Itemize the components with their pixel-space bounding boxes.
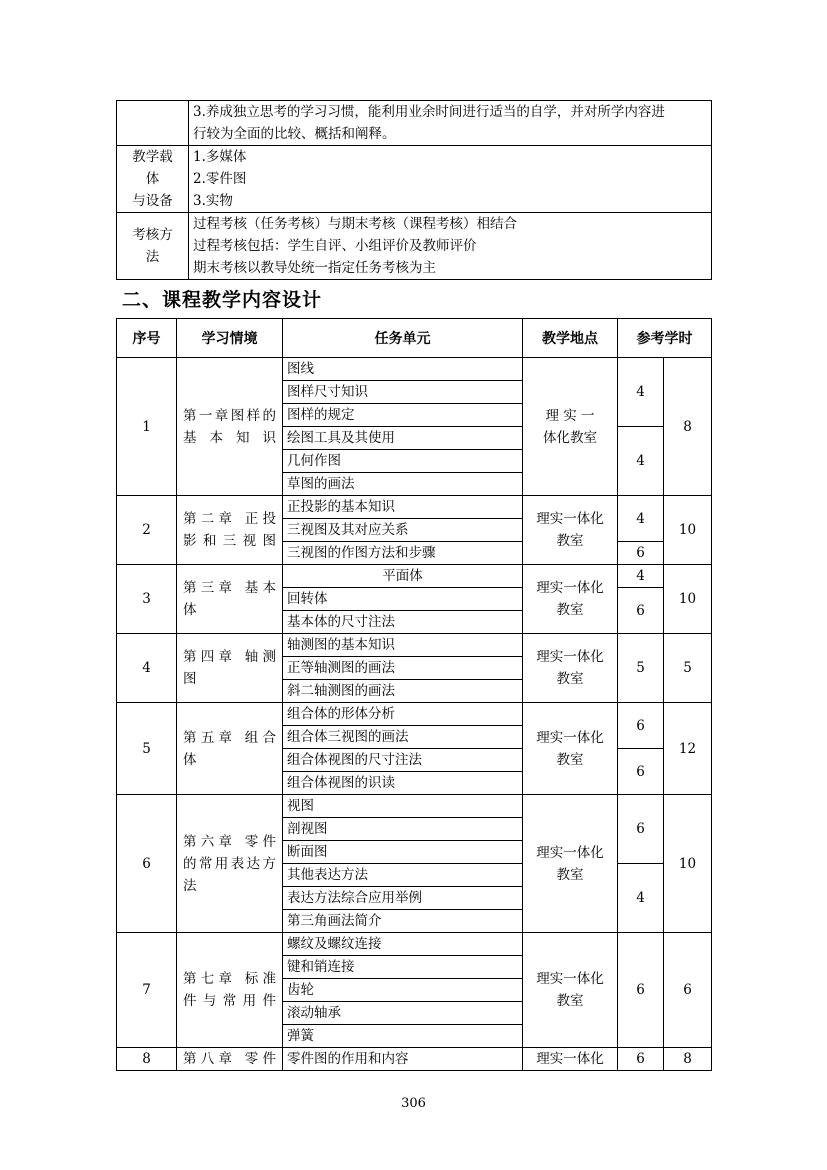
row-number: 4 xyxy=(117,634,177,703)
label-line: 教学载 xyxy=(132,149,173,165)
task-cell: 斜二轴测图的画法 xyxy=(283,680,523,703)
task-cell: 回转体 xyxy=(283,588,523,611)
top-info-table xyxy=(116,100,712,280)
table-row xyxy=(117,496,712,519)
header-hours: 参考学时 xyxy=(618,319,712,358)
location-line: 体化教室 xyxy=(543,429,597,446)
chapter-line: 图 xyxy=(183,671,197,687)
table-row xyxy=(117,146,712,213)
table-row xyxy=(117,634,712,657)
task-cell: 图线 xyxy=(283,358,523,381)
task-cell: 组合体的形体分析 xyxy=(283,703,523,726)
empty-label-cell xyxy=(117,101,189,146)
task-cell: 正等轴测图的画法 xyxy=(283,657,523,680)
hours-cell: 4 xyxy=(618,565,664,588)
table-row xyxy=(117,1048,712,1071)
hours-cell: 6 xyxy=(618,703,664,749)
total-hours-cell: 8 xyxy=(664,358,712,496)
table-header-row xyxy=(117,319,712,358)
row-number: 7 xyxy=(117,933,177,1048)
location-cell xyxy=(523,795,618,933)
row-number: 8 xyxy=(117,1048,177,1071)
task-cell: 基本体的尺寸注法 xyxy=(283,611,523,634)
total-hours-cell: 5 xyxy=(664,634,712,703)
hours-cell: 6 xyxy=(618,1048,664,1071)
task-cell: 键和销连接 xyxy=(283,956,523,979)
task-cell: 剖视图 xyxy=(283,818,523,841)
chapter-cell xyxy=(177,1048,283,1071)
task-cell: 滚动轴承 xyxy=(283,1002,523,1025)
location-line: 教室 xyxy=(556,993,584,1009)
task-cell: 图样的规定 xyxy=(283,404,523,427)
task-cell: 轴测图的基本知识 xyxy=(283,634,523,657)
location-line: 理实一体化 xyxy=(536,971,604,987)
header-location: 教学地点 xyxy=(523,319,618,358)
location-line: 教室 xyxy=(556,533,584,549)
total-hours-cell: 12 xyxy=(664,703,712,795)
location-cell xyxy=(523,634,618,703)
text-line: 行较为全面的比较、概括和阐释。 xyxy=(193,126,396,142)
location-line: 理实一体化 xyxy=(536,729,604,746)
row-number: 6 xyxy=(117,795,177,933)
location-line: 教室 xyxy=(556,866,584,883)
row-number: 1 xyxy=(117,358,177,496)
hours-cell: 6 xyxy=(618,749,664,795)
text-line: 2.零件图 xyxy=(193,171,247,187)
text-line: 过程考核（任务考核）与期末考核（课程考核）相结合 xyxy=(193,216,517,232)
task-cell: 几何作图 xyxy=(283,450,523,473)
task-cell: 螺纹及螺纹连接 xyxy=(283,933,523,956)
chapter-cell xyxy=(177,933,283,1048)
label-line: 法 xyxy=(145,249,160,265)
total-hours-cell: 10 xyxy=(664,795,712,933)
label-line: 体 xyxy=(145,171,160,187)
header-no: 序号 xyxy=(117,319,177,358)
location-cell xyxy=(523,565,618,634)
location-cell xyxy=(523,1048,618,1071)
text-line: 期末考核以教导处统一指定任务考核为主 xyxy=(193,260,436,276)
location-cell xyxy=(523,358,618,496)
text-line: 1.多媒体 xyxy=(193,149,247,165)
task-cell: 弹簧 xyxy=(283,1025,523,1048)
task-cell: 齿轮 xyxy=(283,979,523,1002)
chapter-cell xyxy=(177,565,283,634)
hours-cell: 4 xyxy=(618,358,664,427)
table-row xyxy=(117,213,712,280)
task-cell: 三视图的作图方法和步骤 xyxy=(283,542,523,565)
task-cell: 绘图工具及其使用 xyxy=(283,427,523,450)
location-line: 理实一体化 xyxy=(536,1051,604,1067)
hours-cell: 4 xyxy=(618,496,664,542)
task-cell: 断面图 xyxy=(283,841,523,864)
table-row xyxy=(117,101,712,146)
location-line: 理实一体化 xyxy=(536,580,604,596)
carrier-content-cell xyxy=(189,146,712,213)
header-situation: 学习情境 xyxy=(177,319,283,358)
assessment-content-cell xyxy=(189,213,712,280)
chapter-line: 影和三视图 xyxy=(183,533,276,549)
location-line: 教室 xyxy=(556,751,584,768)
label-line: 考核方 xyxy=(132,227,173,243)
task-cell: 组合体视图的识读 xyxy=(283,772,523,795)
total-hours-cell: 10 xyxy=(664,496,712,565)
text-line: 3.实物 xyxy=(193,193,233,209)
task-cell: 正投影的基本知识 xyxy=(283,496,523,519)
task-cell: 组合体视图的尺寸注法 xyxy=(283,749,523,772)
location-line: 理实一体化 xyxy=(536,511,604,527)
total-hours-cell: 8 xyxy=(664,1048,712,1071)
table-row xyxy=(117,358,712,381)
location-line: 理实一体化 xyxy=(536,844,604,861)
task-cell: 组合体三视图的画法 xyxy=(283,726,523,749)
course-content-table xyxy=(116,318,712,1071)
label-line: 与设备 xyxy=(132,193,173,209)
text-line: 过程考核包括：学生自评、小组评价及教师评价 xyxy=(193,238,477,254)
hours-cell: 4 xyxy=(618,864,664,933)
chapter-line: 体 xyxy=(183,751,197,768)
table-row xyxy=(117,795,712,818)
hours-cell: 4 xyxy=(618,427,664,496)
chapter-cell xyxy=(177,358,283,496)
row-number: 2 xyxy=(117,496,177,565)
table-row xyxy=(117,703,712,726)
chapter-cell xyxy=(177,634,283,703)
hours-cell: 6 xyxy=(618,933,664,1048)
chapter-line: 的常用表达方 xyxy=(183,855,276,872)
hours-cell: 6 xyxy=(618,542,664,565)
total-hours-cell: 6 xyxy=(664,933,712,1048)
table-row xyxy=(117,933,712,956)
task-cell: 草图的画法 xyxy=(283,473,523,496)
chapter-line: 件与常用件 xyxy=(183,993,276,1009)
carrier-label-cell xyxy=(117,146,189,213)
chapter-cell xyxy=(177,795,283,933)
header-task: 任务单元 xyxy=(283,319,523,358)
location-line: 教室 xyxy=(556,602,584,618)
assessment-label-cell xyxy=(117,213,189,280)
section-heading: 二、课程教学内容设计 xyxy=(122,289,323,311)
chapter-line: 体 xyxy=(183,602,197,618)
chapter-line: 第一章图样的 xyxy=(183,407,276,424)
task-cell: 其他表达方法 xyxy=(283,864,523,887)
chapter-line: 第二章 正投 xyxy=(183,511,276,527)
row-number: 3 xyxy=(117,565,177,634)
chapter-line: 法 xyxy=(183,877,197,894)
chapter-line: 基本知识 xyxy=(183,429,276,446)
chapter-line: 第三章 基本 xyxy=(183,580,276,596)
hours-cell: 5 xyxy=(618,634,664,703)
task-cell: 平面体 xyxy=(283,565,523,588)
chapter-cell xyxy=(177,496,283,565)
hours-cell: 6 xyxy=(618,588,664,634)
location-line: 理实一体化 xyxy=(536,649,604,665)
row-number: 5 xyxy=(117,703,177,795)
location-line: 教室 xyxy=(556,671,584,687)
table-row xyxy=(117,565,712,588)
hours-cell: 6 xyxy=(618,795,664,864)
total-hours-cell: 10 xyxy=(664,565,712,634)
task-cell: 三视图及其对应关系 xyxy=(283,519,523,542)
task-cell: 图样尺寸知识 xyxy=(283,381,523,404)
task-cell: 零件图的作用和内容 xyxy=(283,1048,523,1071)
location-line: 理 实 一 xyxy=(545,407,595,424)
chapter-cell xyxy=(177,703,283,795)
objective-cell xyxy=(189,101,712,146)
location-cell xyxy=(523,496,618,565)
chapter-line: 第八章 零件 xyxy=(183,1051,276,1067)
text-line: 3.养成独立思考的学习习惯，能利用业余时间进行适当的自学，并对所学内容进 xyxy=(193,104,665,120)
task-cell: 表达方法综合应用举例 xyxy=(283,887,523,910)
chapter-line: 第五章 组合 xyxy=(183,729,276,746)
task-cell: 第三角画法简介 xyxy=(283,910,523,933)
chapter-line: 第六章 零件 xyxy=(183,833,276,850)
task-cell: 视图 xyxy=(283,795,523,818)
chapter-line: 第四章 轴测 xyxy=(183,649,276,665)
location-cell xyxy=(523,703,618,795)
chapter-line: 第七章 标准 xyxy=(183,971,276,987)
page-number: 306 xyxy=(401,1096,426,1111)
location-cell xyxy=(523,933,618,1048)
